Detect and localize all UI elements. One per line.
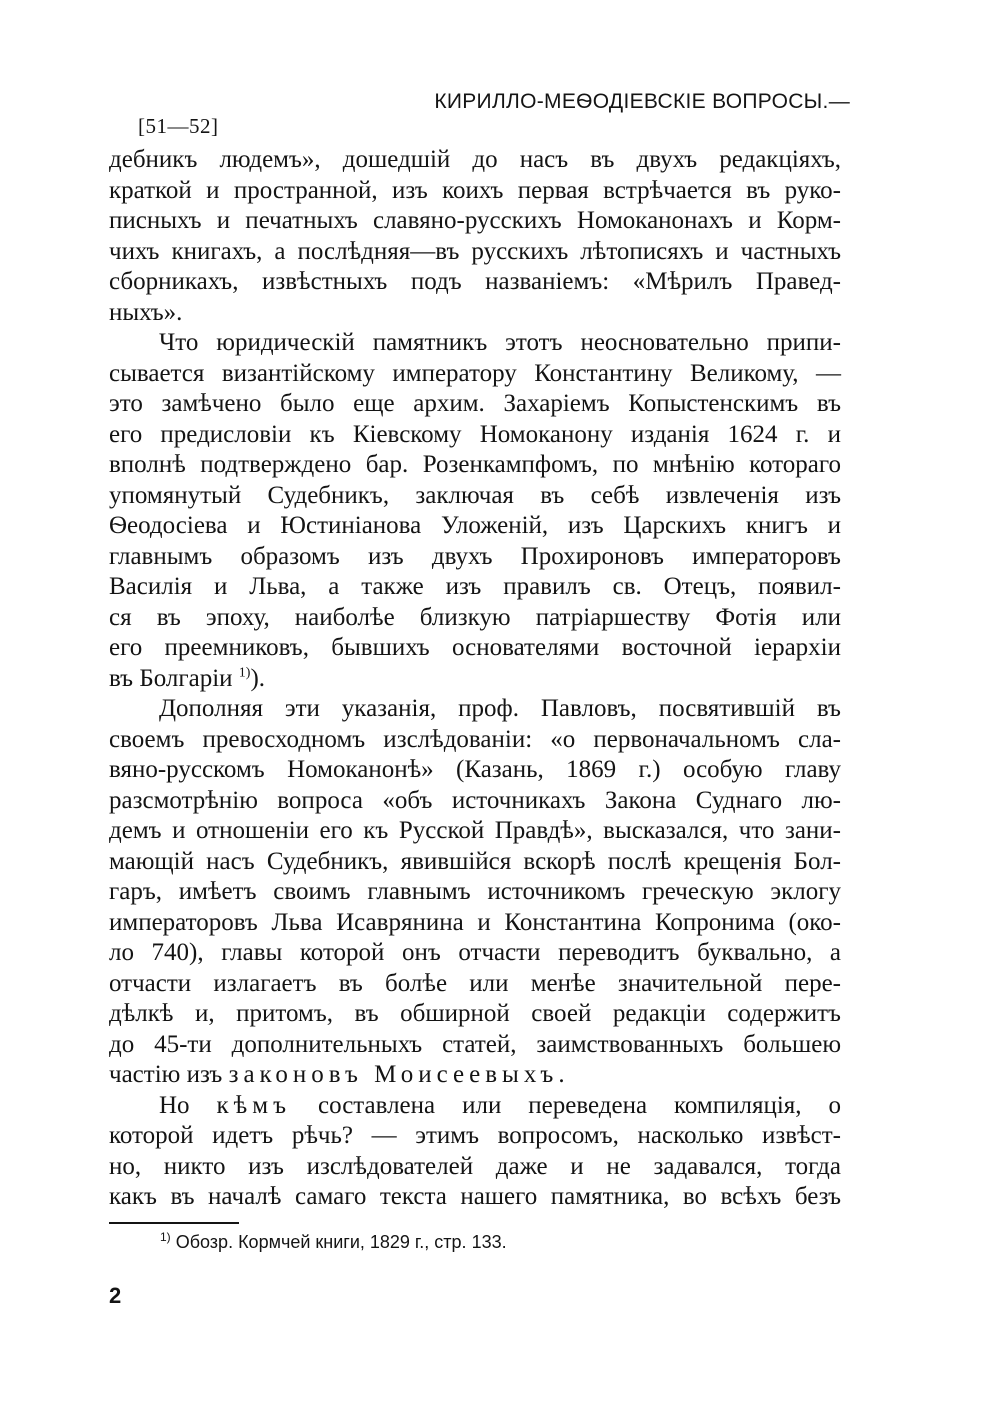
text-line: краткой и пространной, изъ коихъ первая встрѣчается въ руко- — [109, 176, 841, 204]
text-fragment: составлена или переведена компиляція, о — [317, 1091, 842, 1119]
text-line: какъ въ началѣ самаго текста нашего памятника, во всѣхъ безъ — [109, 1183, 841, 1210]
text-line: сборникахъ, извѣстныхъ подъ названіемъ: «Мѣрилъ Правед- — [109, 268, 841, 295]
text-line: сывается византійскому императору Константину Великому, — — [109, 359, 841, 387]
text-line — [109, 1091, 841, 1122]
text-line: вполнѣ подтверждено бар. Розенкампфомъ, по мнѣнію котораго — [109, 451, 841, 478]
text-line: императоровъ Льва Исаврянина и Константина Копронима (око- — [109, 908, 841, 936]
text-line: вяно-русскомъ Номоканонѣ» (Казань, 1869 г.) особую главу — [109, 756, 841, 783]
page-range: [51—52] — [138, 114, 219, 138]
text-line: ло 740), главы которой онъ отчасти переводитъ буквально, а — [109, 939, 841, 966]
text-line: Дополняя эти указанія, проф. Павловъ, посвятившій въ — [159, 695, 841, 722]
text-line: но, никто изъ изслѣдователей даже и не задавался, тогда — [109, 1152, 841, 1180]
footnote-reference: 1) — [238, 665, 251, 681]
text-fragment: . — [558, 1061, 565, 1088]
text-line: его преемниковъ, бывшихъ основателями восточной іерархіи — [109, 634, 841, 661]
main-text — [109, 145, 841, 1213]
text-line — [109, 664, 841, 695]
text-line: упомянутый Судебникъ, заключая въ себѣ извлеченія изъ — [109, 481, 841, 509]
text-line: гаръ, имѣетъ своимъ главнымъ источникомъ греческую эклогу — [109, 878, 841, 905]
text-line: до 45-ти дополнительныхъ статей, заимствованныхъ большею — [109, 1030, 841, 1058]
text-line: Ѳеодосіева и Юстиніанова Уложеній, изъ Царскихъ книгъ и — [109, 512, 841, 539]
text-fragment: частію изъ — [109, 1061, 223, 1088]
text-fragment: ). — [250, 664, 266, 692]
text-line: своемъ превосходномъ изслѣдованіи: «о первоначальномъ сла- — [109, 725, 841, 753]
text-line: дебникъ людемъ», дошедшій до насъ въ двухъ редакціяхъ, — [109, 146, 841, 173]
text-line: Что юридическій памятникъ этотъ неосновательно припи- — [159, 329, 841, 356]
text-fragment: въ Болгаріи — [109, 664, 233, 692]
text-line: ся въ эпоху, наиболѣе близкую патріаршеству Фотія или — [109, 603, 841, 631]
text-line: ныхъ». — [109, 298, 183, 326]
footnote-divider — [109, 1222, 239, 1224]
text-line: чихъ книгахъ, а послѣдняя—въ русскихъ лѣтописяхъ и частныхъ — [109, 237, 841, 265]
text-fragment: Но — [159, 1091, 190, 1119]
emphasized-text: законовъ Моисеевыхъ — [228, 1061, 559, 1088]
footnote-marker: 1) — [160, 1230, 171, 1244]
footnote-text: Обозр. Кормчей книги, 1829 г., стр. 133. — [175, 1232, 507, 1252]
text-line: демъ и отношеніи его къ Русской Правдѣ», высказался, что зани- — [109, 817, 841, 844]
text-line: его предисловіи къ Кіевскому Номоканону изданія 1624 г. и — [109, 420, 841, 448]
emphasized-text: кѣмъ — [216, 1091, 291, 1119]
text-line: мающій насъ Судебникъ, явившійся вскорѣ послѣ крещенія Бол- — [109, 847, 841, 875]
signature-mark: 2 — [109, 1283, 122, 1308]
text-line: писныхъ и печатныхъ славяно-русскихъ Номоканонахъ и Корм- — [109, 207, 841, 234]
text-line: Василія и Льва, а также изъ правилъ св. Отецъ, появил- — [109, 573, 841, 600]
text-line: отчасти излагаетъ въ болѣе или менѣе значительной пере- — [109, 969, 841, 997]
text-line: которой идетъ рѣчь? — этимъ вопросомъ, насколько извѣст- — [109, 1122, 841, 1149]
footnote — [160, 1232, 507, 1253]
text-line: разсмотрѣнію вопроса «объ источникахъ Закона Суднаго лю- — [109, 786, 841, 814]
text-line: дѣлкѣ и, притомъ, въ обширной своей редакціи содержитъ — [109, 1000, 841, 1027]
text-line — [109, 1060, 841, 1091]
text-line: это замѣчено было еще архим. Захаріемъ Копыстенскимъ въ — [109, 390, 841, 417]
text-line: главнымъ образомъ изъ двухъ Прохироновъ императоровъ — [109, 542, 841, 570]
running-head-title: КИРИЛЛО-МЕѲОДІЕВСКІЕ ВОПРОСЫ.— — [434, 90, 850, 113]
